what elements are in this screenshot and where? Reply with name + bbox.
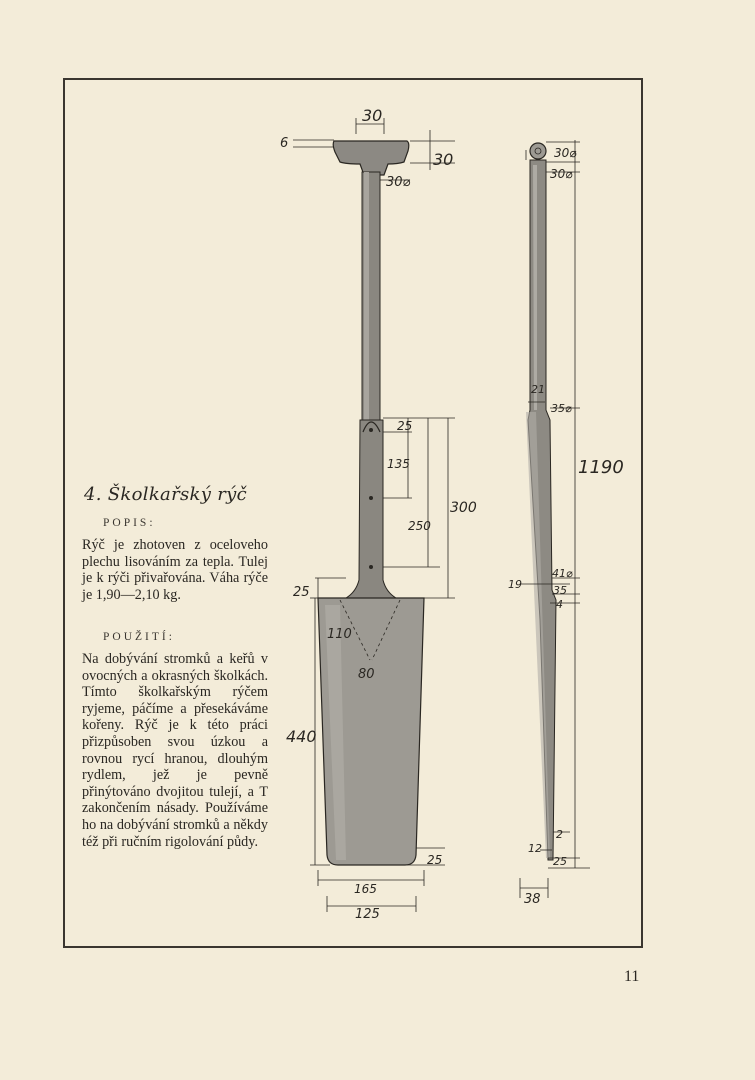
dim-side-tip-c: 25 xyxy=(553,855,567,868)
dim-top-width: 165 xyxy=(354,882,377,896)
dim-socket-c: 250 xyxy=(408,519,431,533)
side-view xyxy=(520,140,590,898)
t-grip xyxy=(333,141,409,175)
section-heading-pouziti: POUŽITÍ: xyxy=(103,631,175,643)
dim-bottom-width: 125 xyxy=(355,907,380,922)
dim-side-low-a: 41⌀ xyxy=(552,567,573,580)
dim-inner-a: 110 xyxy=(327,627,352,642)
dim-socket-b: 135 xyxy=(387,457,410,471)
dim-socket-a: 25 xyxy=(397,419,413,433)
dim-inner-b: 80 xyxy=(358,667,375,682)
dim-shoulder: 25 xyxy=(293,585,310,600)
dim-grip-width: 30 xyxy=(362,106,383,125)
dim-side-total-length: 1190 xyxy=(578,457,624,478)
dim-side-top-a: 30⌀ xyxy=(554,146,577,160)
dim-grip-height: 30 xyxy=(433,150,454,169)
dim-grip-offset: 6 xyxy=(280,136,289,151)
description-text: Rýč je zhotoven z oceloveho plechu lisováním za tepla. Tulej je k rýči přivařována. Váha rýče je 1,90—2,10 kg. xyxy=(82,537,268,603)
page-number: 11 xyxy=(624,968,640,985)
section-heading-popis: POPIS: xyxy=(103,517,156,529)
page-title: 4. Školkařský rýč xyxy=(84,484,247,505)
dim-side-mid-b: 35⌀ xyxy=(551,402,572,415)
dim-side-low-d: 4 xyxy=(556,598,563,611)
dim-shaft-diameter: 30⌀ xyxy=(386,175,411,190)
dim-side-base-width: 38 xyxy=(524,892,541,907)
dim-side-tip-b: 12 xyxy=(528,842,542,855)
dim-side-mid-a: 21 xyxy=(531,383,545,396)
dim-side-top-b: 30⌀ xyxy=(550,167,573,181)
socket xyxy=(346,420,396,598)
dim-side-tip-a: 2 xyxy=(556,828,563,841)
dim-side-low-c: 35 xyxy=(553,584,567,597)
dim-socket-d: 300 xyxy=(450,500,477,516)
usage-text: Na dobývání stromků a keřů v ovocných a okrasných školkách. Tímto školkařským rýčem ryjeme, páčíme a přesekáváme kořeny. Rýč je k této práci přizpůsoben svou úzkou a rovnou rycí hranou, dlouhým rydlem, jež je pevně přinýtováno dvojitou tulejí, a T zakončením násady. Používáme ho na dobývání stromků a někdy též při ručním rigolování půdy. xyxy=(82,651,268,850)
dim-side-low-b: 19 xyxy=(508,578,522,591)
dim-tip-offset: 25 xyxy=(427,853,443,867)
dim-blade-length: 440 xyxy=(286,727,317,746)
front-view xyxy=(293,118,455,912)
